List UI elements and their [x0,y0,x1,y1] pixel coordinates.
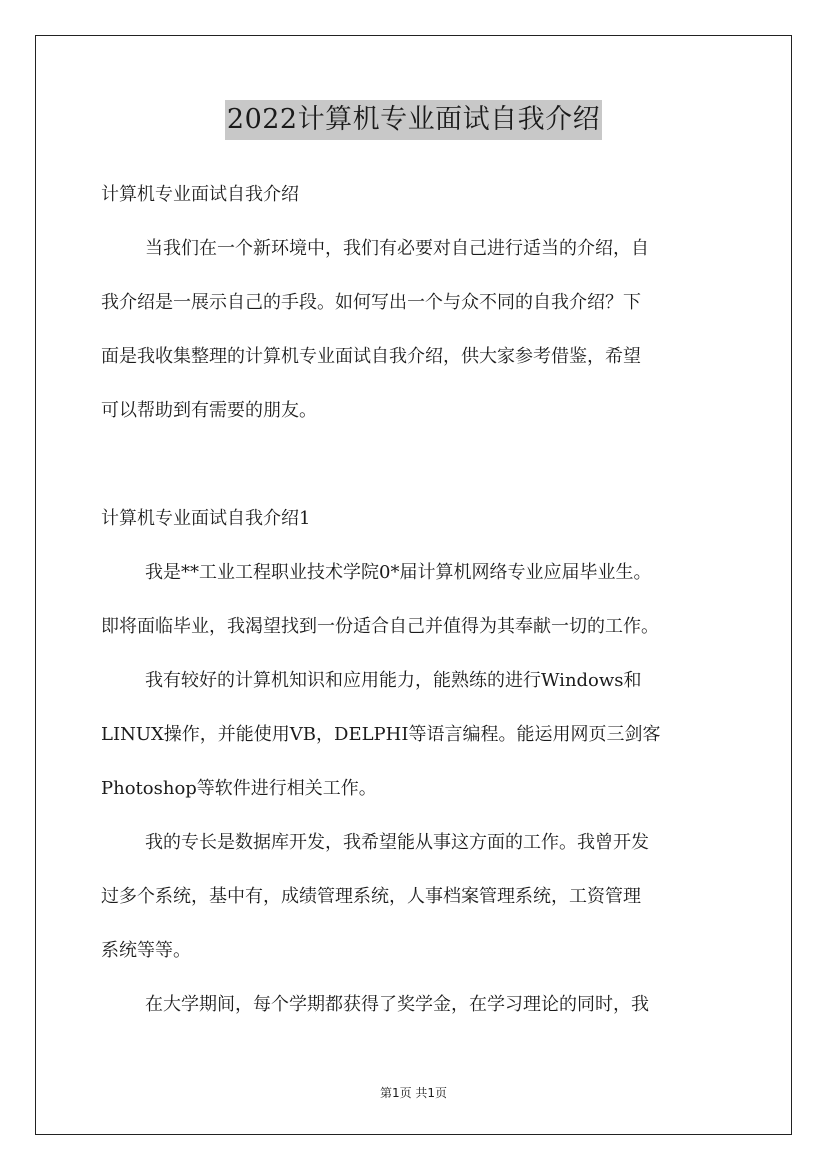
intro-line-3: 面是我收集整理的计算机专业面试自我介绍，供大家参考借鉴，希望 [101,346,641,367]
intro-line-4: 可以帮助到有需要的朋友。 [101,400,317,421]
intro-line-2: 我介绍是一展示自己的手段。如何写出一个与众不同的自我介绍？下 [101,292,641,313]
blank-line [101,438,731,492]
page-number: 第1页 共1页 [379,1086,448,1100]
page-footer [0,1084,827,1101]
para2-line-2: LINUX操作，并能使用VB，DELPHI等语言编程。能运用网页三剑客 [101,724,661,745]
para1-line-1: 我是**工业工程职业技术学院0*届计算机网络专业应届毕业生。 [145,562,652,583]
para3-line-3: 系统等等。 [101,940,191,961]
para3-line-2: 过多个系统，基中有，成绩管理系统，人事档案管理系统，工资管理 [101,886,641,907]
para2-line-1: 我有较好的计算机知识和应用能力，能熟练的进行Windows和 [145,670,642,691]
document-title-text: 2022计算机专业面试自我介绍 [225,100,602,140]
document-title [0,100,827,140]
para2-line-3: Photoshop等软件进行相关工作。 [101,778,377,799]
document-body [101,168,731,1032]
para3-line-1: 我的专长是数据库开发，我希望能从事这方面的工作。我曾开发 [145,832,649,853]
intro-line-1: 当我们在一个新环境中，我们有必要对自己进行适当的介绍，自 [145,238,649,259]
section-heading: 计算机专业面试自我介绍 [101,184,299,205]
para4-line-1: 在大学期间，每个学期都获得了奖学金，在学习理论的同时，我 [145,994,649,1015]
section-heading-1: 计算机专业面试自我介绍1 [101,508,311,529]
para1-line-2: 即将面临毕业，我渴望找到一份适合自己并值得为其奉献一切的工作。 [101,616,659,637]
